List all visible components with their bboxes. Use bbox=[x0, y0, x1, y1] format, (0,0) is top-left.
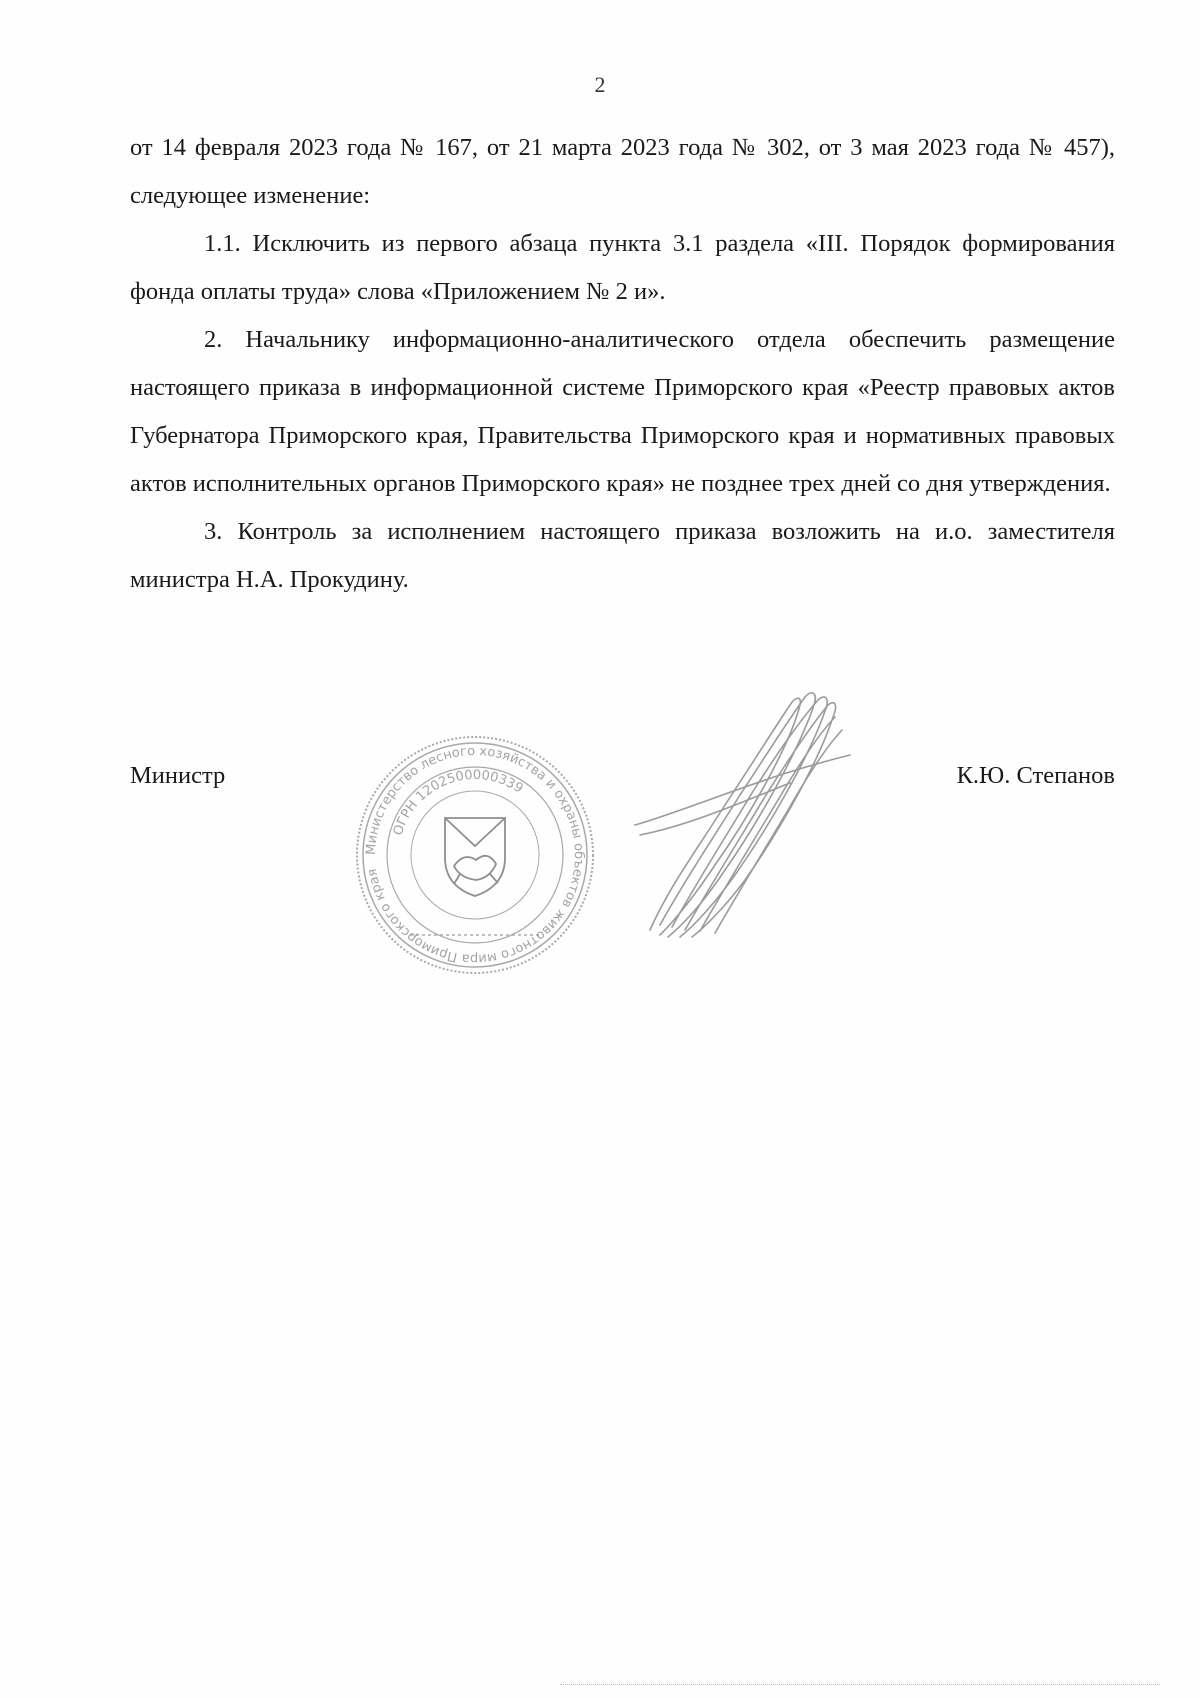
seal-outer-text: Министерство лесного хозяйства и охраны объектов животного мира Приморского края bbox=[363, 743, 587, 967]
handwritten-signature bbox=[630, 675, 860, 955]
paragraph-continuation: от 14 февраля 2023 года № 167, от 21 марта 2023 года № 302, от 3 мая 2023 года № 457), следующее изменение: bbox=[130, 134, 1115, 209]
paragraph-item-1-1: 1.1. Исключить из первого абзаца пункта 3.1 раздела «III. Порядок формирования фонда оплаты труда» слова «Приложением № 2 и». bbox=[130, 230, 1115, 305]
coat-of-arms-icon bbox=[445, 818, 505, 896]
paragraph-item-3: 3. Контроль за исполнением настоящего приказа возложить на и.о. заместителя министра Н.А. Прокудину. bbox=[130, 518, 1115, 593]
page-number: 2 bbox=[594, 72, 606, 97]
seal-ogrn: ОГРН 1202500000339 bbox=[390, 767, 526, 838]
signatory-role: Министр bbox=[130, 762, 226, 789]
paragraph-item-2: 2. Начальнику информационно-аналитического отдела обеспечить размещение настоящего приказа в информационной системе Приморского края «Реестр правовых актов Губернатора Приморского края, Правительства Приморского края и нормативных правовых актов исполнительных органов Приморского края» не позднее трех дней со дня утверждения. bbox=[130, 326, 1115, 497]
signatory-name: К.Ю. Степанов bbox=[956, 762, 1115, 789]
official-seal-stamp bbox=[350, 730, 600, 980]
document-body bbox=[130, 124, 1115, 604]
footer-divider bbox=[560, 1684, 1160, 1686]
